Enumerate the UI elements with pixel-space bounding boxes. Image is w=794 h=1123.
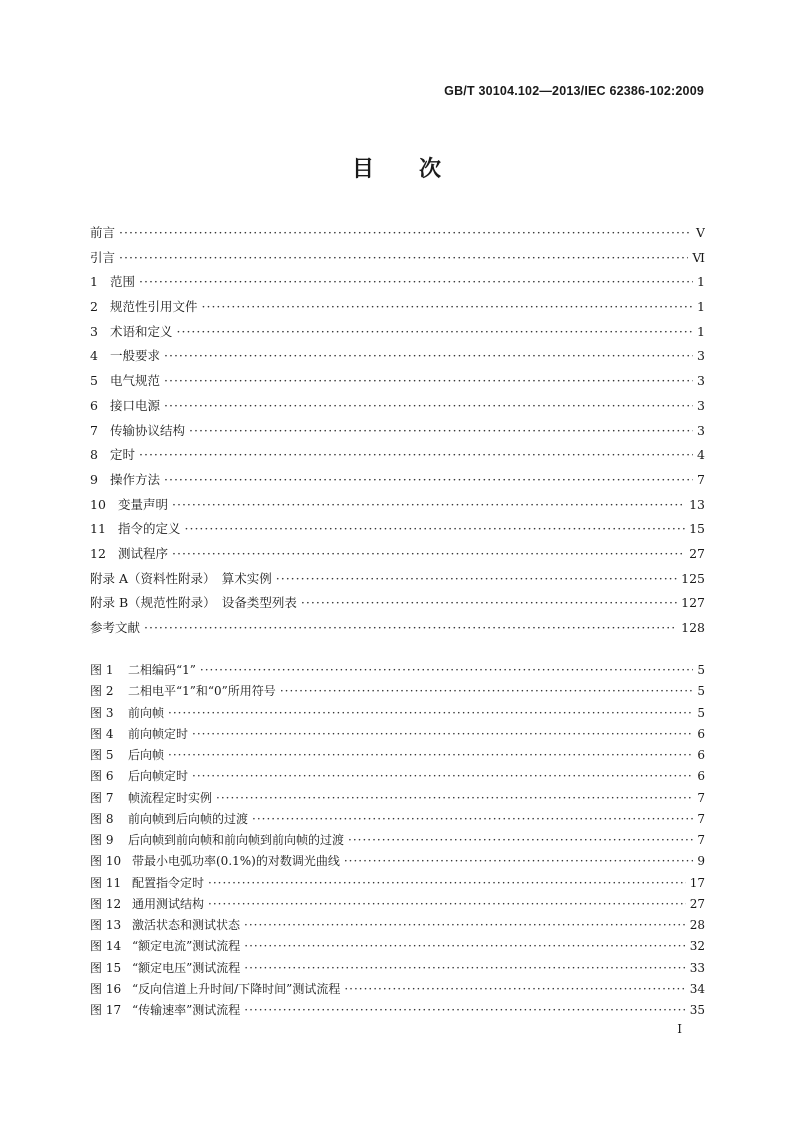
dot-leader — [276, 567, 677, 592]
dot-leader — [139, 270, 693, 295]
figure-entry[interactable] — [90, 681, 705, 702]
dot-leader — [244, 915, 686, 936]
toc-entry[interactable] — [90, 270, 705, 295]
entry-title: 附录 A（资料性附录） 算术实例 — [90, 570, 272, 586]
figure-entry[interactable] — [90, 660, 705, 681]
entry-number: 7 — [90, 422, 98, 438]
dot-leader — [185, 517, 686, 542]
entry-page-number: 1 — [697, 274, 705, 290]
entry-page-number: 7 — [697, 833, 705, 847]
toc-entry[interactable] — [90, 443, 705, 468]
dot-leader — [208, 873, 686, 894]
entry-page-number: 9 — [697, 854, 705, 869]
entry-page-number: 5 — [697, 663, 705, 677]
entry-title: 测试程序 — [118, 545, 169, 561]
entry-title: 二相电平“1”和“0”所用符号 — [128, 684, 276, 699]
entry-number: 图 10 — [90, 854, 122, 869]
entry-page-number: 15 — [689, 521, 705, 537]
entry-page-number: 27 — [689, 896, 705, 911]
dot-leader — [164, 468, 693, 493]
entry-title: 二相编码“1” — [128, 663, 196, 677]
entry-title: 后向帧到前向帧和前向帧到前向帧的过渡 — [128, 833, 345, 847]
entry-title: 指令的定义 — [118, 521, 181, 537]
entry-number: 9 — [90, 471, 98, 487]
entry-page-number: 35 — [689, 1003, 705, 1017]
entry-page-number: 7 — [697, 471, 705, 487]
entry-page-number: 128 — [681, 620, 705, 635]
figure-entry[interactable] — [90, 873, 705, 894]
entry-title: 传输协议结构 — [110, 422, 186, 438]
entry-page-number: 6 — [697, 748, 705, 762]
entry-title: 前向帧到后向帧的过渡 — [128, 811, 249, 826]
entry-title: 带最小电弧功率(0.1%)的对数调光曲线 — [132, 854, 340, 869]
figure-entry[interactable] — [90, 766, 705, 787]
toc-entry[interactable] — [90, 221, 705, 246]
entry-title: “额定电流”测试流程 — [132, 939, 241, 954]
figure-entry[interactable] — [90, 830, 705, 851]
entry-number: 图 1 — [90, 663, 114, 677]
figure-entry[interactable] — [90, 809, 705, 830]
entry-title: 变量声明 — [118, 496, 169, 512]
entry-page-number: 4 — [697, 447, 705, 463]
entry-page-number: 3 — [697, 373, 705, 389]
dot-leader — [244, 958, 685, 979]
entry-number: 1 — [90, 274, 98, 290]
dot-leader — [164, 344, 693, 369]
figure-entry[interactable] — [90, 745, 705, 766]
entry-title: 引言 — [90, 249, 116, 265]
entry-title: 后向帧定时 — [128, 769, 189, 784]
toc-entry[interactable] — [90, 517, 705, 542]
entry-page-number: Ⅵ — [692, 249, 705, 265]
dot-leader — [177, 320, 694, 345]
entry-page-number: 13 — [689, 496, 705, 512]
figure-entry[interactable] — [90, 724, 705, 745]
toc-entry[interactable] — [90, 567, 705, 592]
entry-title: 附录 B（规范性附录） 设备类型列表 — [90, 595, 297, 611]
entry-page-number: 6 — [697, 726, 705, 741]
dot-leader — [164, 369, 693, 394]
entry-number: 11 — [90, 521, 106, 537]
dot-leader — [119, 221, 692, 246]
entry-number: 图 9 — [90, 833, 114, 847]
dot-leader — [200, 660, 693, 681]
entry-page-number: 5 — [697, 684, 705, 699]
toc-entry[interactable] — [90, 344, 705, 369]
entry-number: 8 — [90, 447, 98, 463]
entry-title: 激活状态和测试状态 — [132, 918, 241, 932]
page-number: I — [677, 1022, 682, 1036]
entry-title: 电气规范 — [110, 373, 161, 389]
entry-number: 图 8 — [90, 811, 114, 826]
entry-page-number: 5 — [697, 705, 705, 720]
entry-number: 12 — [90, 545, 106, 561]
entry-title: 前向帧定时 — [128, 726, 189, 741]
dot-leader — [348, 830, 693, 851]
dot-leader — [119, 246, 688, 271]
entry-number: 图 4 — [90, 726, 114, 741]
entry-title: 一般要求 — [110, 348, 161, 364]
entry-number: 3 — [90, 323, 98, 339]
dot-leader — [172, 493, 685, 518]
dot-leader — [344, 979, 685, 1000]
entry-number: 图 16 — [90, 981, 122, 996]
entry-page-number: 28 — [689, 918, 705, 932]
dot-leader — [202, 295, 694, 320]
entry-number: 图 5 — [90, 748, 114, 762]
entry-number: 4 — [90, 348, 98, 364]
entry-number: 图 3 — [90, 705, 114, 720]
figure-entry[interactable] — [90, 851, 705, 872]
entry-number: 图 2 — [90, 684, 114, 699]
entry-title: 操作方法 — [110, 471, 161, 487]
dot-leader — [252, 809, 693, 830]
dot-leader — [164, 394, 693, 419]
entry-page-number: 1 — [697, 299, 705, 315]
dot-leader — [301, 591, 677, 616]
toc-entry[interactable] — [90, 591, 705, 616]
entry-number: 5 — [90, 373, 98, 389]
dot-leader — [208, 894, 686, 915]
entry-page-number: Ⅴ — [695, 225, 705, 240]
table-of-contents — [90, 221, 705, 641]
page-title-right: 次 — [419, 157, 443, 182]
page-title — [0, 152, 794, 183]
standard-code: GB/T 30104.102—2013/IEC 62386-102:2009 — [444, 84, 704, 98]
dot-leader — [189, 419, 693, 444]
entry-title: 定时 — [110, 447, 136, 463]
entry-title: “额定电压”测试流程 — [132, 960, 241, 975]
entry-title: “反向信道上升时间/下降时间”测试流程 — [132, 981, 341, 996]
toc-entry[interactable] — [90, 542, 705, 567]
dot-leader — [139, 443, 693, 468]
entry-page-number: 27 — [689, 545, 705, 561]
entry-title: 前向帧 — [128, 705, 165, 720]
dot-leader — [172, 542, 685, 567]
figure-entry[interactable] — [90, 1000, 705, 1021]
entry-page-number: 7 — [697, 811, 705, 826]
toc-entry[interactable] — [90, 246, 705, 271]
toc-entry[interactable] — [90, 320, 705, 345]
dot-leader — [244, 1000, 685, 1021]
entry-page-number: 17 — [689, 875, 705, 890]
entry-title: 参考文献 — [90, 620, 141, 635]
dot-leader — [192, 766, 693, 787]
entry-title: 前言 — [90, 225, 116, 240]
entry-page-number: 34 — [689, 981, 705, 996]
dot-leader — [344, 851, 694, 872]
toc-entry[interactable] — [90, 394, 705, 419]
toc-entry[interactable] — [90, 493, 705, 518]
dot-leader — [280, 681, 694, 702]
figure-entry[interactable] — [90, 936, 705, 957]
entry-title: “传输速率”测试流程 — [132, 1003, 241, 1017]
entry-title: 范围 — [110, 274, 136, 290]
entry-page-number: 7 — [697, 790, 705, 805]
entry-number: 6 — [90, 397, 98, 413]
page-title-left: 目 — [351, 157, 375, 182]
dot-leader — [244, 936, 685, 957]
entry-page-number: 33 — [689, 960, 705, 975]
toc-entry[interactable] — [90, 468, 705, 493]
dot-leader — [144, 616, 677, 641]
entry-number: 图 17 — [90, 1003, 122, 1017]
entry-page-number: 6 — [697, 769, 705, 784]
entry-page-number: 3 — [697, 397, 705, 413]
entry-number: 图 14 — [90, 939, 122, 954]
entry-title: 规范性引用文件 — [110, 299, 198, 315]
entry-title: 配置指令定时 — [132, 875, 205, 890]
figure-entry[interactable] — [90, 894, 705, 915]
entry-title: 后向帧 — [128, 748, 165, 762]
figure-entry[interactable] — [90, 703, 705, 724]
figure-entry[interactable] — [90, 979, 705, 1000]
list-of-figures — [90, 660, 705, 1021]
figure-entry[interactable] — [90, 788, 705, 809]
entry-title: 术语和定义 — [110, 323, 173, 339]
entry-number: 图 6 — [90, 769, 114, 784]
toc-entry[interactable] — [90, 616, 705, 641]
toc-entry[interactable] — [90, 295, 705, 320]
entry-title: 接口电源 — [110, 397, 161, 413]
toc-entry[interactable] — [90, 419, 705, 444]
entry-title: 通用测试结构 — [132, 896, 205, 911]
dot-leader — [216, 788, 693, 809]
entry-page-number: 127 — [681, 595, 705, 611]
figure-entry[interactable] — [90, 915, 705, 936]
entry-number: 图 12 — [90, 896, 122, 911]
toc-entry[interactable] — [90, 369, 705, 394]
entry-page-number: 3 — [697, 348, 705, 364]
entry-number: 图 15 — [90, 960, 122, 975]
entry-number: 图 7 — [90, 790, 114, 805]
entry-number: 图 13 — [90, 918, 122, 932]
dot-leader — [192, 724, 693, 745]
entry-number: 2 — [90, 299, 98, 315]
entry-number: 图 11 — [90, 875, 122, 890]
dot-leader — [168, 703, 693, 724]
entry-page-number: 125 — [681, 570, 705, 586]
entry-title: 帧流程定时实例 — [128, 790, 213, 805]
entry-page-number: 32 — [689, 939, 705, 954]
entry-number: 10 — [90, 496, 106, 512]
figure-entry[interactable] — [90, 958, 705, 979]
dot-leader — [168, 745, 693, 766]
entry-page-number: 3 — [697, 422, 705, 438]
entry-page-number: 1 — [697, 323, 705, 339]
